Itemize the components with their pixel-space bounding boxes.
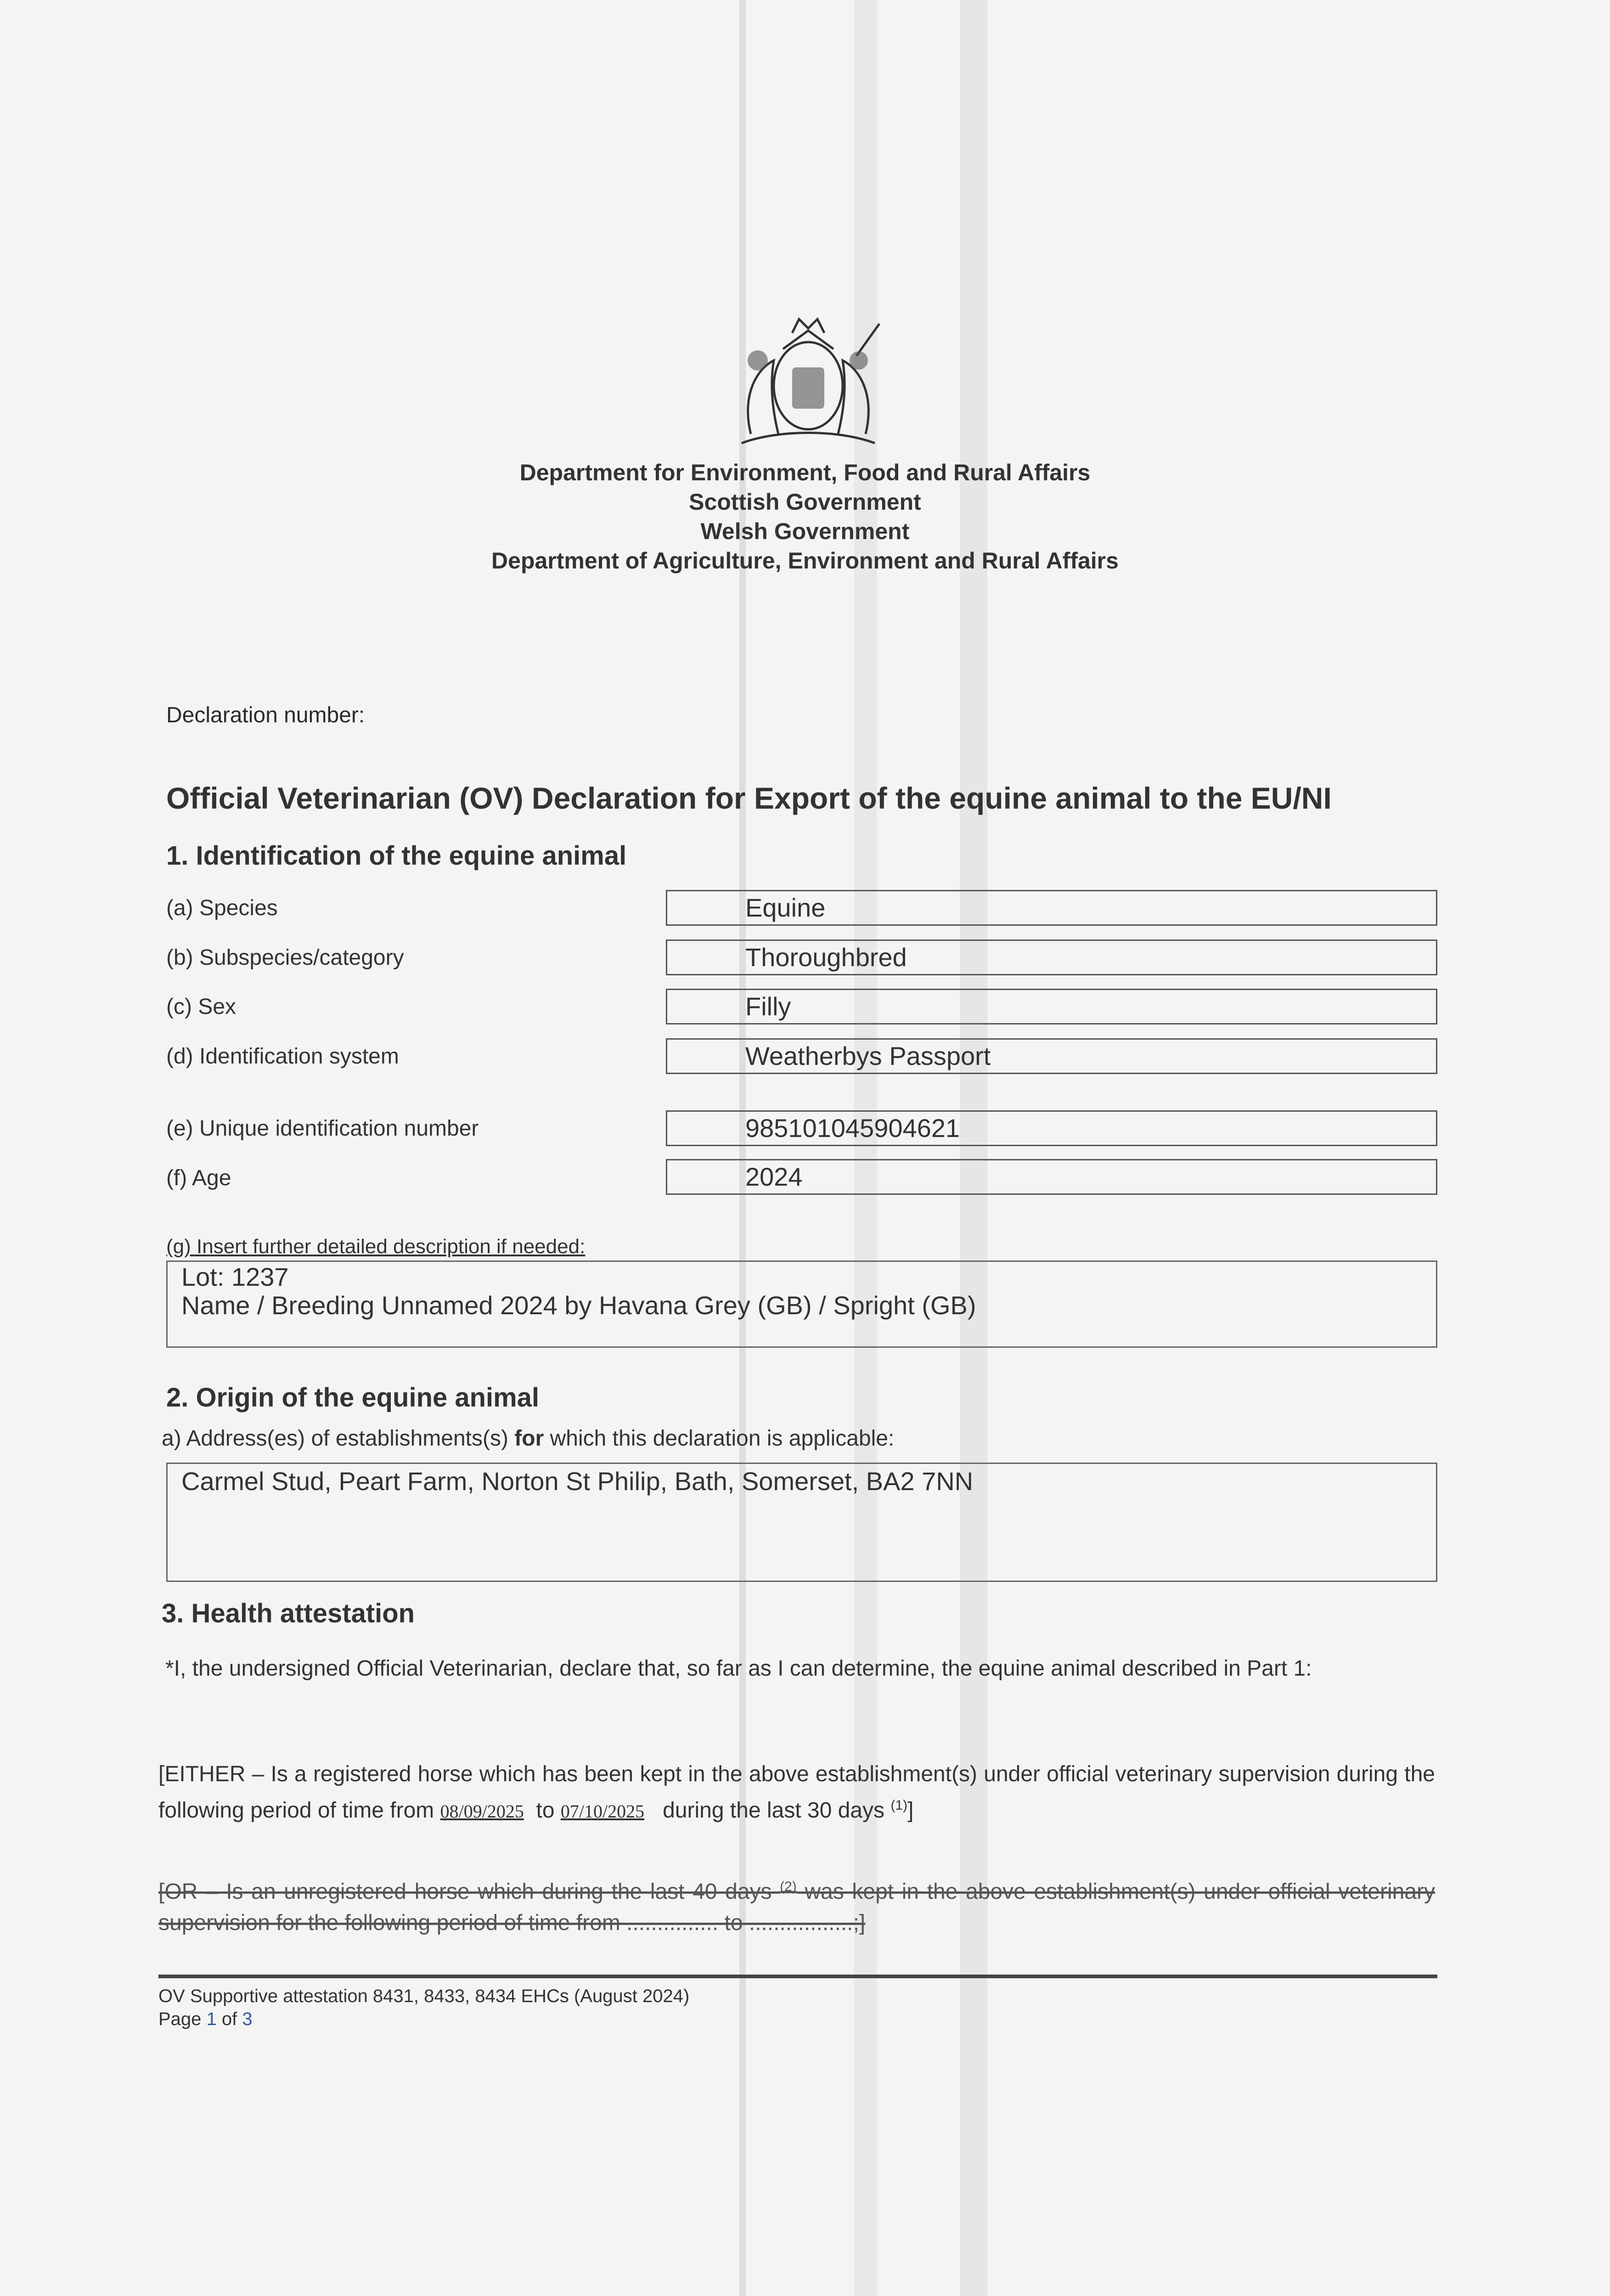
department-defra: Department for Environment, Food and Rural Affairs bbox=[519, 460, 1091, 485]
species-field[interactable]: Equine bbox=[666, 890, 1437, 926]
section-2-heading: 2. Origin of the equine animal bbox=[166, 1383, 540, 1412]
royal-coat-of-arms-icon bbox=[723, 305, 893, 457]
identification-system-field[interactable]: Weatherbys Passport bbox=[666, 1038, 1437, 1074]
page-indicator: Page 1 of 3 bbox=[158, 2009, 253, 2029]
further-description-label: (g) Insert further detailed description if needed: bbox=[166, 1235, 585, 1258]
age-field[interactable]: 2024 bbox=[666, 1159, 1437, 1195]
from-date: 08/09/2025 bbox=[440, 1801, 524, 1822]
unique-id-field[interactable]: 985101045904621 bbox=[666, 1110, 1437, 1146]
either-clause: [EITHER – Is a registered horse which has been kept in the above establishment(s) under official veterinary supervision during the following period of time from 08/09/2025 to 07/10/2025 during the last 30 days $^{(1)}$] bbox=[158, 1762, 1435, 1823]
sex-label: (c) Sex bbox=[166, 995, 236, 1019]
document-title: Official Veterinarian (OV) Declaration for Export of the equine animal to the EU/NI bbox=[166, 781, 1332, 815]
or-clause-struck: [OR – Is an unregistered horse which during the last 40 days $^{(2)}$ was kept in the above establishment(s) under official veterinary supervision for the following period of time from ............... to .................;] bbox=[158, 1879, 1435, 1935]
department-daera: Department of Agriculture, Environment and Rural Affairs bbox=[491, 548, 1119, 574]
scan-streak bbox=[960, 0, 987, 2296]
department-scottish-government: Scottish Government bbox=[689, 489, 921, 515]
declaration-number-label: Declaration number: bbox=[166, 703, 365, 727]
identification-system-label: (d) Identification system bbox=[166, 1044, 399, 1069]
further-description-field[interactable] bbox=[166, 1261, 1437, 1348]
health-intro: *I, the undersigned Official Veterinarian, declare that, so far as I can determine, the equine animal described in Part 1: bbox=[165, 1656, 1312, 1681]
address-field[interactable]: Carmel Stud, Peart Farm, Norton St Philip, Bath, Somerset, BA2 7NN bbox=[166, 1463, 1437, 1582]
footer-attestation-ref: OV Supportive attestation 8431, 8433, 8434 EHCs (August 2024) bbox=[158, 1986, 690, 2006]
subspecies-field[interactable]: Thoroughbred bbox=[666, 940, 1437, 975]
subspecies-label: (b) Subspecies/category bbox=[166, 945, 404, 970]
department-welsh-government: Welsh Government bbox=[700, 518, 910, 544]
sex-field[interactable]: Filly bbox=[666, 989, 1437, 1024]
to-date: 07/10/2025 bbox=[560, 1801, 645, 1822]
section-3-heading: 3. Health attestation bbox=[162, 1598, 415, 1628]
lot-line: Lot: 1237 bbox=[181, 1262, 289, 1291]
age-label: (f) Age bbox=[166, 1166, 231, 1190]
footer-divider bbox=[158, 1975, 1437, 1978]
species-label: (a) Species bbox=[166, 896, 278, 920]
name-breeding-line: Name / Breeding Unnamed 2024 by Havana Grey (GB) / Spright (GB) bbox=[181, 1291, 976, 1320]
unique-id-label: (e) Unique identification number bbox=[166, 1116, 479, 1141]
section-1-heading: 1. Identification of the equine animal bbox=[166, 841, 627, 871]
address-label: a) Address(es) of establishments(s) for which this declaration is applicable: bbox=[162, 1426, 895, 1451]
